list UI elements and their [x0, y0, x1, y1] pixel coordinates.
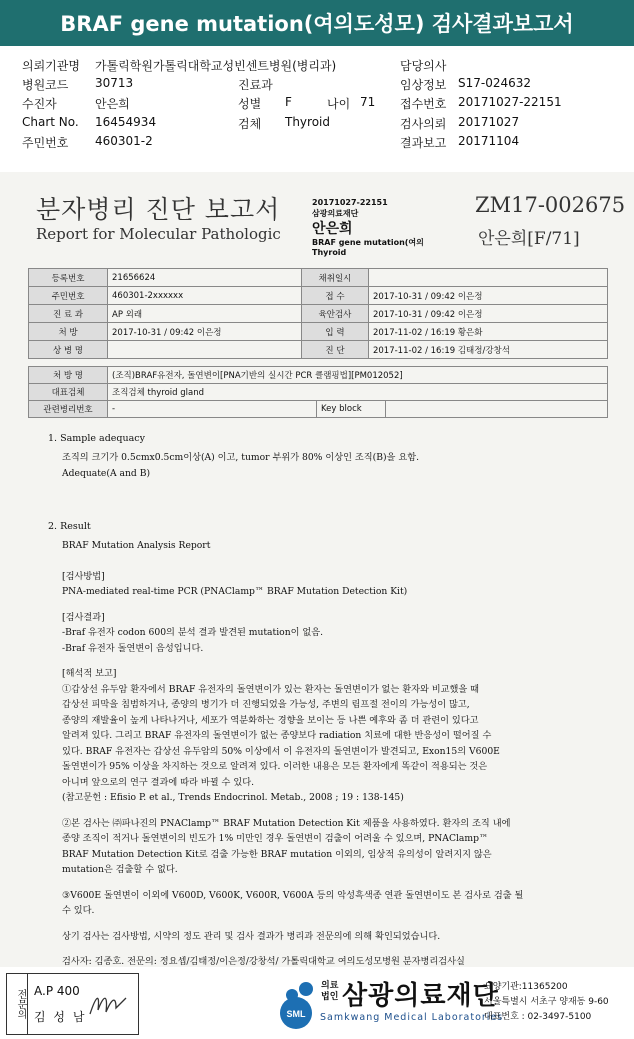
table-cell: 입 력 — [301, 323, 368, 341]
table-cell: 접 수 — [301, 287, 368, 305]
logo-text: SML — [286, 1009, 306, 1019]
section1-line: 조직의 크기가 0.5cmx0.5cm이상(A) 이고, tumor 부위가 80% 이상인 조직(B)을 요함. — [62, 452, 420, 463]
info-table — [28, 268, 608, 359]
table-cell: 상 병 명 — [29, 341, 108, 359]
resident-value: 460301-2 — [95, 134, 153, 148]
table-cell: AP 외래 — [108, 305, 302, 323]
patient-label: 수진자 — [22, 97, 57, 111]
table-cell: 2017-10-31 / 09:42 이은정 — [368, 287, 607, 305]
result-line: -Braf 유전자 codon 600의 분석 결과 발견된 mutation이 없음. — [62, 627, 324, 638]
interp-line: 종양의 재발율이 높게 나타나거나, 세포가 역분화하는 경향을 보이는 등 나쁜 예후와 좀 더 관련이 있다고 — [62, 714, 479, 726]
table-cell: 2017-10-31 / 09:42 이은정 — [108, 323, 302, 341]
clinical-info-label: 임상정보 — [400, 78, 447, 92]
table-cell: 육안검사 — [301, 305, 368, 323]
patient-value: 안은희 — [95, 97, 130, 111]
clinical-info-value: S17-024632 — [458, 76, 532, 90]
table-row — [29, 305, 608, 323]
section1-line: Adequate(A and B) — [62, 467, 151, 479]
table-cell: 채취일시 — [301, 269, 368, 287]
section2-body — [62, 538, 523, 985]
interp-line: 돌연변이가 95% 이상을 차지하는 것으로 알려져 있다. 이러한 내용은 모든 환자에게 똑같이 적용되는 것은 — [62, 761, 488, 772]
result-heading: [검사결과] — [62, 611, 105, 623]
report-date-label: 결과보고 — [400, 136, 447, 150]
table-cell: 2017-10-31 / 09:42 이은정 — [368, 305, 607, 323]
signature-icon — [86, 988, 134, 1022]
table-cell: 진 료 과 — [29, 305, 108, 323]
request-label: 검사의뢰 — [400, 117, 447, 131]
section2-subtitle: BRAF Mutation Analysis Report — [62, 540, 211, 551]
interp-line: 아니며 앞으로의 연구 결과에 따라 바뀔 수 있다. — [62, 776, 254, 788]
table-cell — [108, 341, 302, 359]
table-row — [29, 341, 608, 359]
table-cell: Key block — [317, 401, 386, 418]
table-row — [29, 323, 608, 341]
age-value: 71 — [360, 95, 376, 109]
table-row — [29, 367, 608, 384]
table-cell: 21656624 — [108, 269, 302, 287]
request-value: 20171027 — [458, 115, 520, 129]
specialist-box — [26, 973, 139, 1035]
table-cell: 대표검체 — [29, 384, 108, 401]
stamp-line1: 20171027-22151 — [312, 198, 388, 207]
stamp-line3: BRAF gene mutation(여의 — [312, 238, 424, 247]
table-row — [29, 384, 608, 401]
note2-line: 종양 조직이 적거나 돌연변이의 빈도가 1% 미만인 경우 돌연변이 검출이 어려울 수 있으며, PNAClamp™ — [62, 833, 489, 844]
method-text: PNA-mediated real-time PCR (PNAClamp™ BRAF Mutation Detection Kit) — [62, 586, 408, 597]
doc-code: ZM17-002675 — [475, 193, 626, 217]
chart-label: Chart No. — [22, 115, 79, 129]
table-cell: 관련병리번호 — [29, 401, 108, 418]
note3-line: ③V600E 돌연변이 이외에 V600D, V600K, V600R, V600A 등의 악성흑색종 연관 돌연변이도 본 검사로 검출 될 — [62, 889, 524, 901]
table-cell: 460301-2xxxxxx — [108, 287, 302, 305]
org-tel: 대표번호 : 02-3497-5100 — [484, 1012, 592, 1022]
note3-line: 수 있다. — [62, 905, 95, 916]
table-row — [29, 401, 608, 418]
table-row — [29, 269, 608, 287]
org-code: 요양기관:11365200 — [484, 982, 568, 992]
doc-title-en: Report for Molecular Pathologic — [36, 225, 281, 243]
table-cell: 조직검체 thyroid gland — [108, 384, 608, 401]
resident-label: 주민번호 — [22, 136, 69, 150]
hospital-code-label: 병원코드 — [22, 78, 69, 92]
stamp-line4: Thyroid — [312, 248, 347, 257]
table-cell: 2017-11-02 / 16:19 김태정/강창석 — [368, 341, 607, 359]
result-line: -Braf 유전자 돌연변이 음성입니다. — [62, 642, 204, 654]
doctor-label: 담당의사 — [400, 59, 447, 73]
interpretation-heading: [해석적 보고] — [62, 668, 117, 679]
interp-line: 있다. BRAF 유전자는 갑상선 유두암의 50% 이상에서 이 유전자의 돌연변이가 발견되고, Exon15의 V600E — [62, 745, 500, 757]
section1-title: 1. Sample adequacy — [48, 433, 145, 444]
section2-title: 2. Result — [48, 521, 91, 532]
report-date-value: 20171104 — [458, 134, 520, 148]
specimen-value: Thyroid — [285, 115, 330, 129]
age-label: 나이 — [327, 97, 351, 111]
confirm-text: 상기 검사는 검사방법, 시약의 정도 관리 및 검사 결과가 병리과 전문의에 의해 확인되었습니다. — [62, 930, 441, 942]
doc-code-sub: 안은희[F/71] — [478, 229, 580, 249]
sex-value: F — [285, 95, 292, 109]
interp-line: ①갑상선 유두암 환자에서 BRAF 유전자의 돌연변이가 있는 환자는 돌연변이가 없는 환자와 비교했을 때 — [62, 683, 480, 695]
table-cell: 진 단 — [301, 341, 368, 359]
table-cell: 주민번호 — [29, 287, 108, 305]
sml-logo-icon — [270, 977, 326, 1033]
interp-line: (참고문헌 : Efisio P. et al., Trends Endocrinol. Metab., 2008 ; 19 : 138-145) — [62, 792, 404, 803]
org-name-en: Samkwang Medical Laboratories — [320, 1012, 504, 1023]
receipt-value: 20171027-22151 — [458, 95, 562, 109]
receipt-label: 접수번호 — [400, 97, 447, 111]
table-cell: (조직)BRAF유전자, 돌연변이[PNA기반의 실시간 PCR 클램핑법][PM012052] — [108, 367, 608, 384]
table-cell — [368, 269, 607, 287]
section1-body — [62, 450, 419, 481]
institution-label: 의뢰기관명 — [22, 59, 80, 73]
stamp-line2: 삼광의료재단 — [312, 209, 359, 218]
org-prefix — [321, 981, 338, 1003]
specimen-label: 검체 — [238, 117, 262, 131]
specialist-name: 김 성 남 — [34, 1010, 87, 1024]
table-cell: - — [108, 401, 317, 418]
method-heading: [검사방법] — [62, 570, 105, 582]
org-address: 서울특별시 서초구 양재동 9-60 — [484, 997, 609, 1007]
clinic-label: 진료과 — [238, 78, 273, 92]
note2-line: mutation은 검출할 수 없다. — [62, 864, 178, 875]
note2-line: ②본 검사는 ㈜파나진의 PNAClamp™ BRAF Mutation Detection Kit 제품을 사용하였다. 환자의 조직 내에 — [62, 817, 511, 829]
sex-label: 성별 — [238, 97, 262, 111]
footer — [0, 967, 634, 1039]
table-cell — [386, 401, 608, 418]
interp-line: 갑상선 피막을 침범하거나, 종양의 병기가 더 진행되었을 가능성, 주변의 림프절 전이의 가능성이 많고, — [62, 699, 470, 710]
stamp-name: 안은희 — [312, 221, 353, 237]
specialist-box-label: 전문의 — [6, 973, 28, 1035]
chart-value: 16454934 — [95, 115, 157, 129]
doc-title-ko: 분자병리 진단 보고서 — [36, 195, 281, 224]
institution-value: 가톨릭학원가톨릭대학교성빈센트병원(병리과) — [95, 59, 337, 73]
org-name: 삼광의료재단 — [342, 981, 499, 1011]
report-title: BRAF gene mutation(여의도성모) 검사결과보고서 — [0, 0, 634, 46]
org-prefix-line: 법인 — [321, 992, 339, 1002]
order-table — [28, 366, 608, 418]
interp-line: 알려져 있다. 그리고 BRAF 유전자의 돌연변이가 없는 종양보다 radiation 치료에 대한 반응성이 떨어질 수 — [62, 730, 492, 741]
hospital-code-value: 30713 — [95, 76, 134, 90]
ap-number: A.P 400 — [34, 984, 80, 998]
table-cell: 등록번호 — [29, 269, 108, 287]
note2-line: BRAF Mutation Detection Kit로 검출 가능한 BRAF mutation 이외의, 임상적 유의성이 알려지지 않은 — [62, 848, 492, 860]
table-cell: 처 방 — [29, 323, 108, 341]
org-prefix-line: 의료 — [321, 981, 339, 991]
table-cell: 처 방 명 — [29, 367, 108, 384]
staff-text: 검사자: 김종호. 전문의: 정요셉/김태정/이은정/강창석/ 가톨릭대학교 여의도성모병원 분자병리검사실 — [62, 956, 465, 967]
table-row — [29, 287, 608, 305]
table-cell: 2017-11-02 / 16:19 황은화 — [368, 323, 607, 341]
